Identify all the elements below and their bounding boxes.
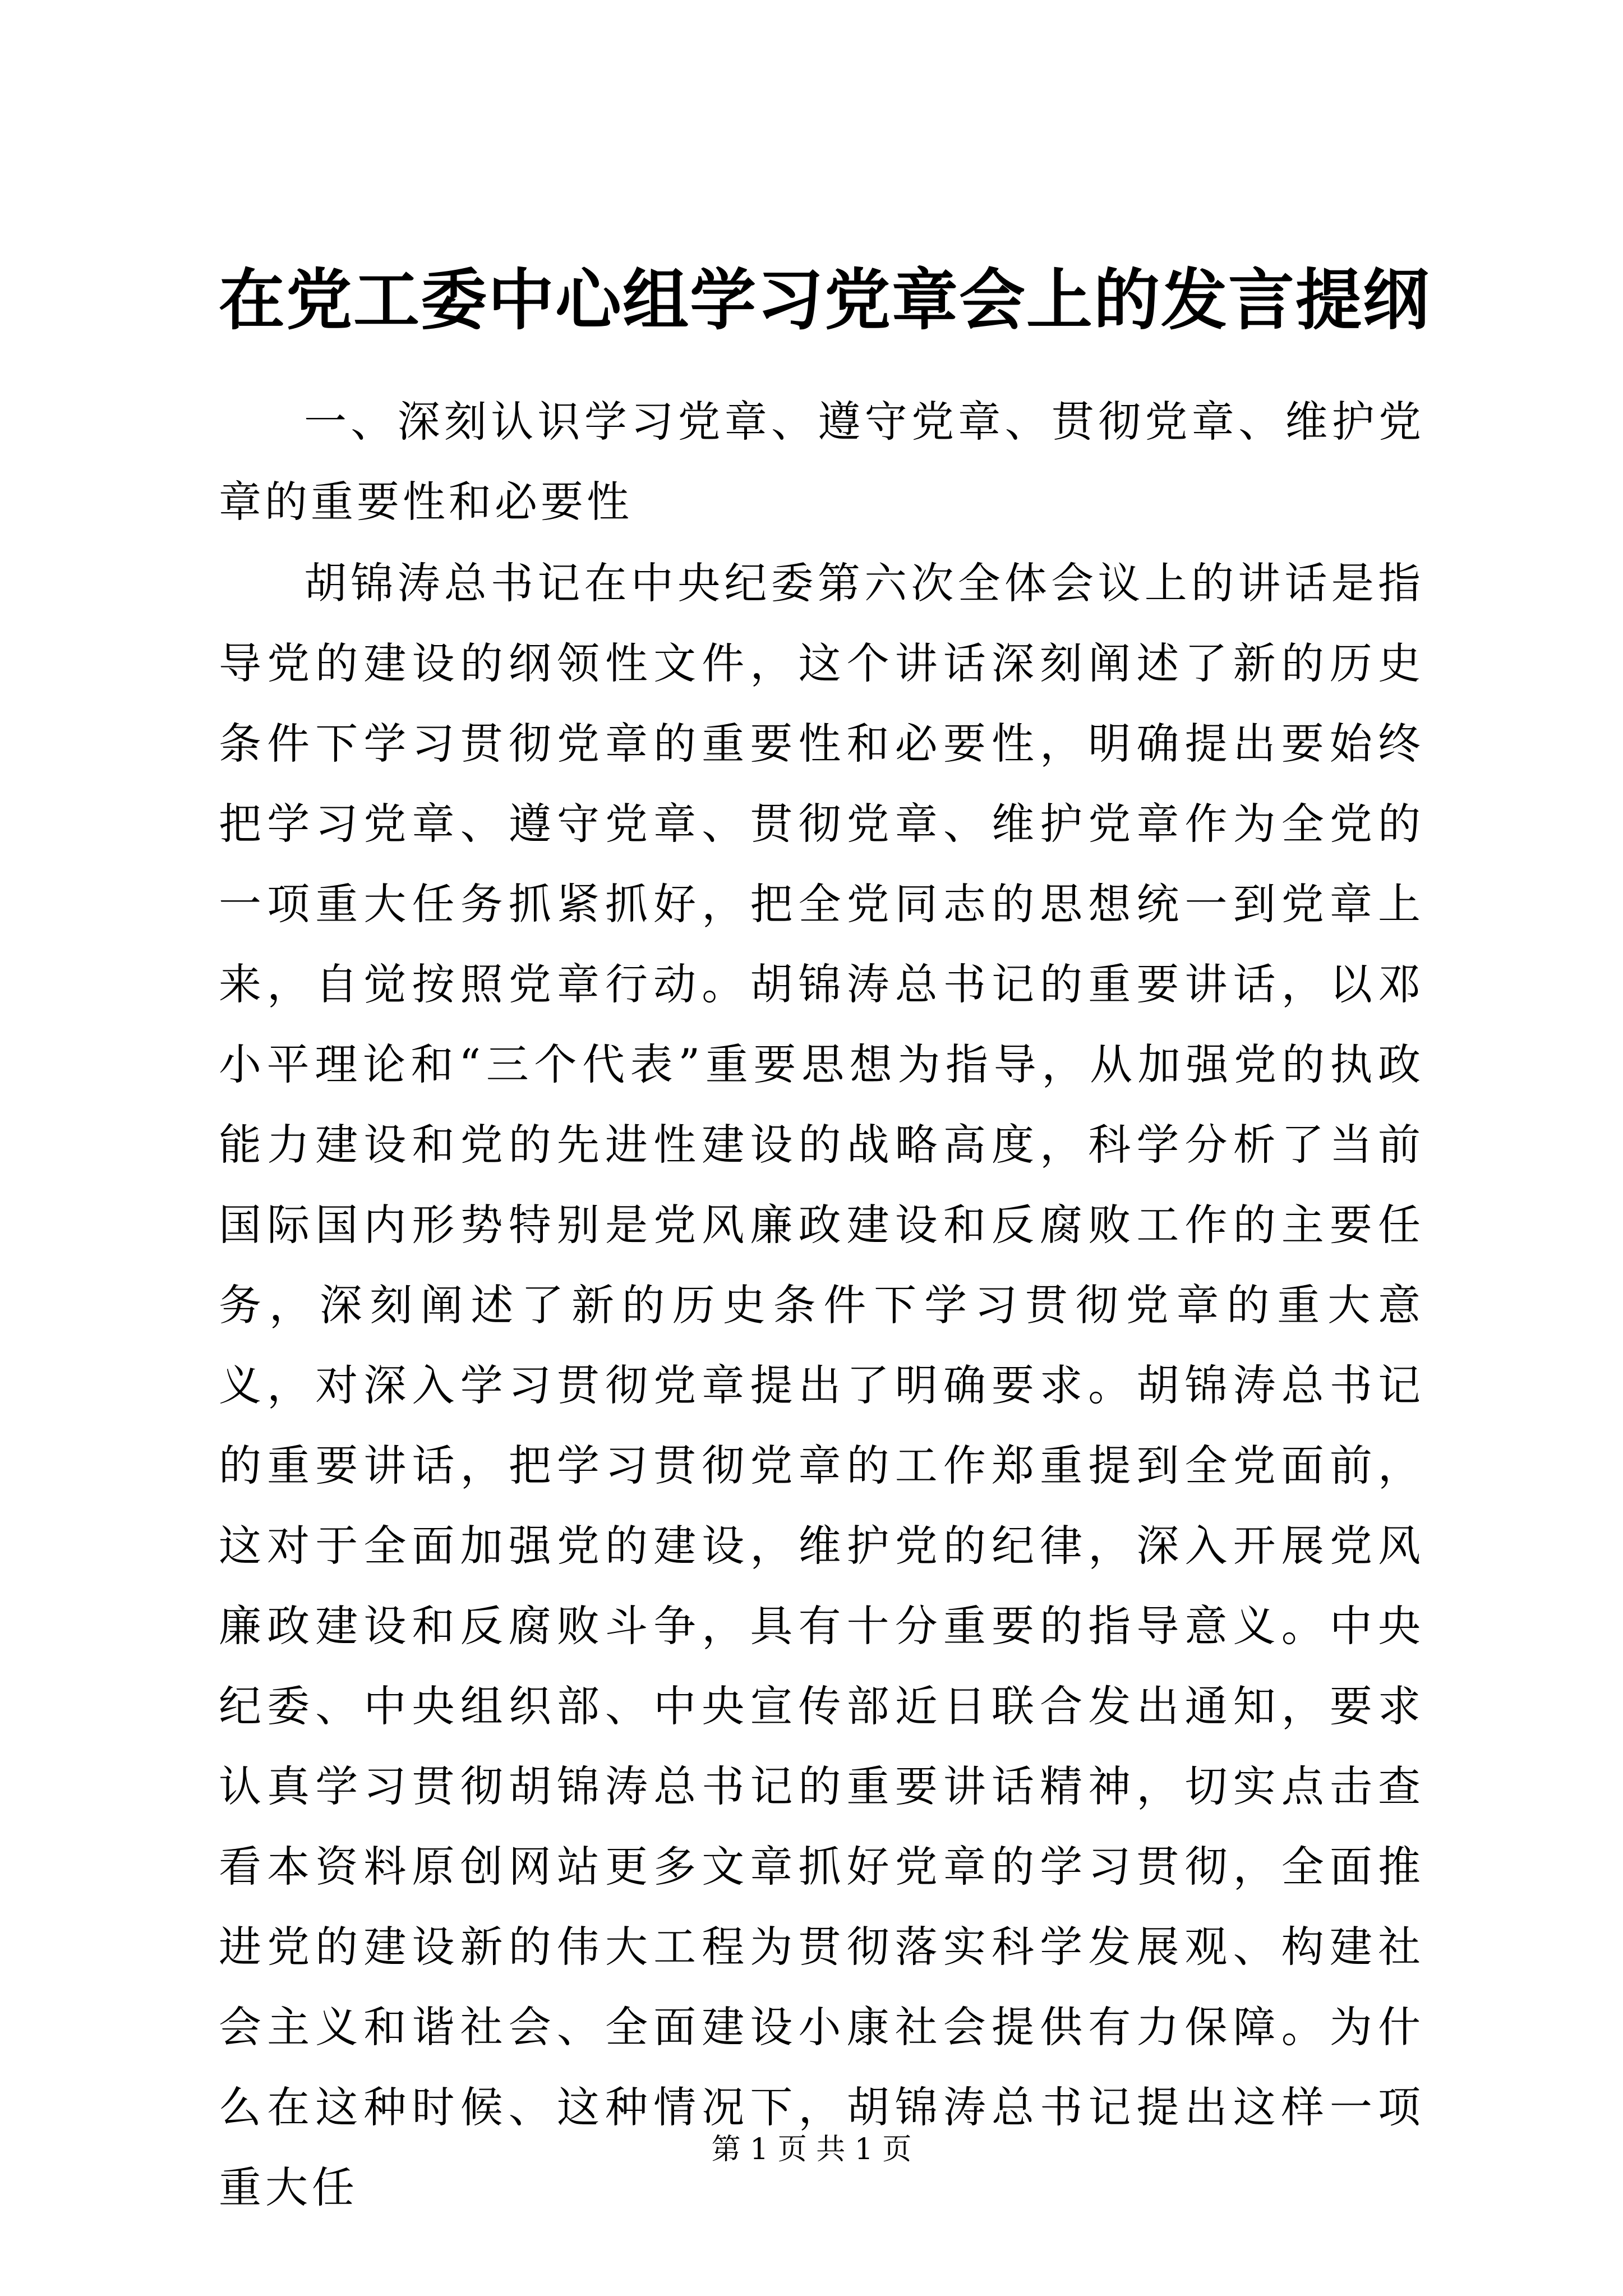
document-title: 在党工委中心组学习党章会上的发言提纲	[219, 261, 1431, 339]
section-heading: 一、深刻认识学习党章、遵守党章、贯彻党章、维护党章的重要性和必要性	[219, 397, 1424, 527]
page-footer: 第 1 页 共 1 页	[711, 2133, 912, 2166]
body-paragraph: 胡锦涛总书记在中央纪委第六次全体会议上的讲话是指导党的建设的纲领性文件，这个讲话深刻阐述了新的历史条件下学习贯彻党章的重要性和必要性，明确提出要始终把学习党章、遵守党章、贯彻党章、维护党章作为全党的一项重大任务抓紧抓好，把全党同志的思想统一到党章上来，自觉按照党章行动。胡锦涛总书记的重要讲话，以邓小平理论和“三个代表”重要思想为指导，从加强党的执政能力建设和党的先进性建设的战略高度，科学分析了当前国际国内形势特别是党风廉政建设和反腐败工作的主要任务，深刻阐述了新的历史条件下学习贯彻党章的重大意义，对深入学习贯彻党章提出了明确要求。胡锦涛总书记的重要讲话，把学习贯彻党章的工作郑重提到全党面前，这对于全面加强党的建设，维护党的纪律，深入开展党风廉政建设和反腐败斗争，具有十分重要的指导意义。中央纪委、中央组织部、中央宣传部近日联合发出通知，要求认真学习贯彻胡锦涛总书记的重要讲话精神，切实点击查看本资料原创网站更多文章抓好党章的学习贯彻，全面推进党的建设新的伟大工程为贯彻落实科学发展观、构建社会主义和谐社会、全面建设小康社会提供有力保障。为什么在这种时候、这种情况下，胡锦涛总书记提出这样一项重大任	[219, 558, 1424, 2212]
